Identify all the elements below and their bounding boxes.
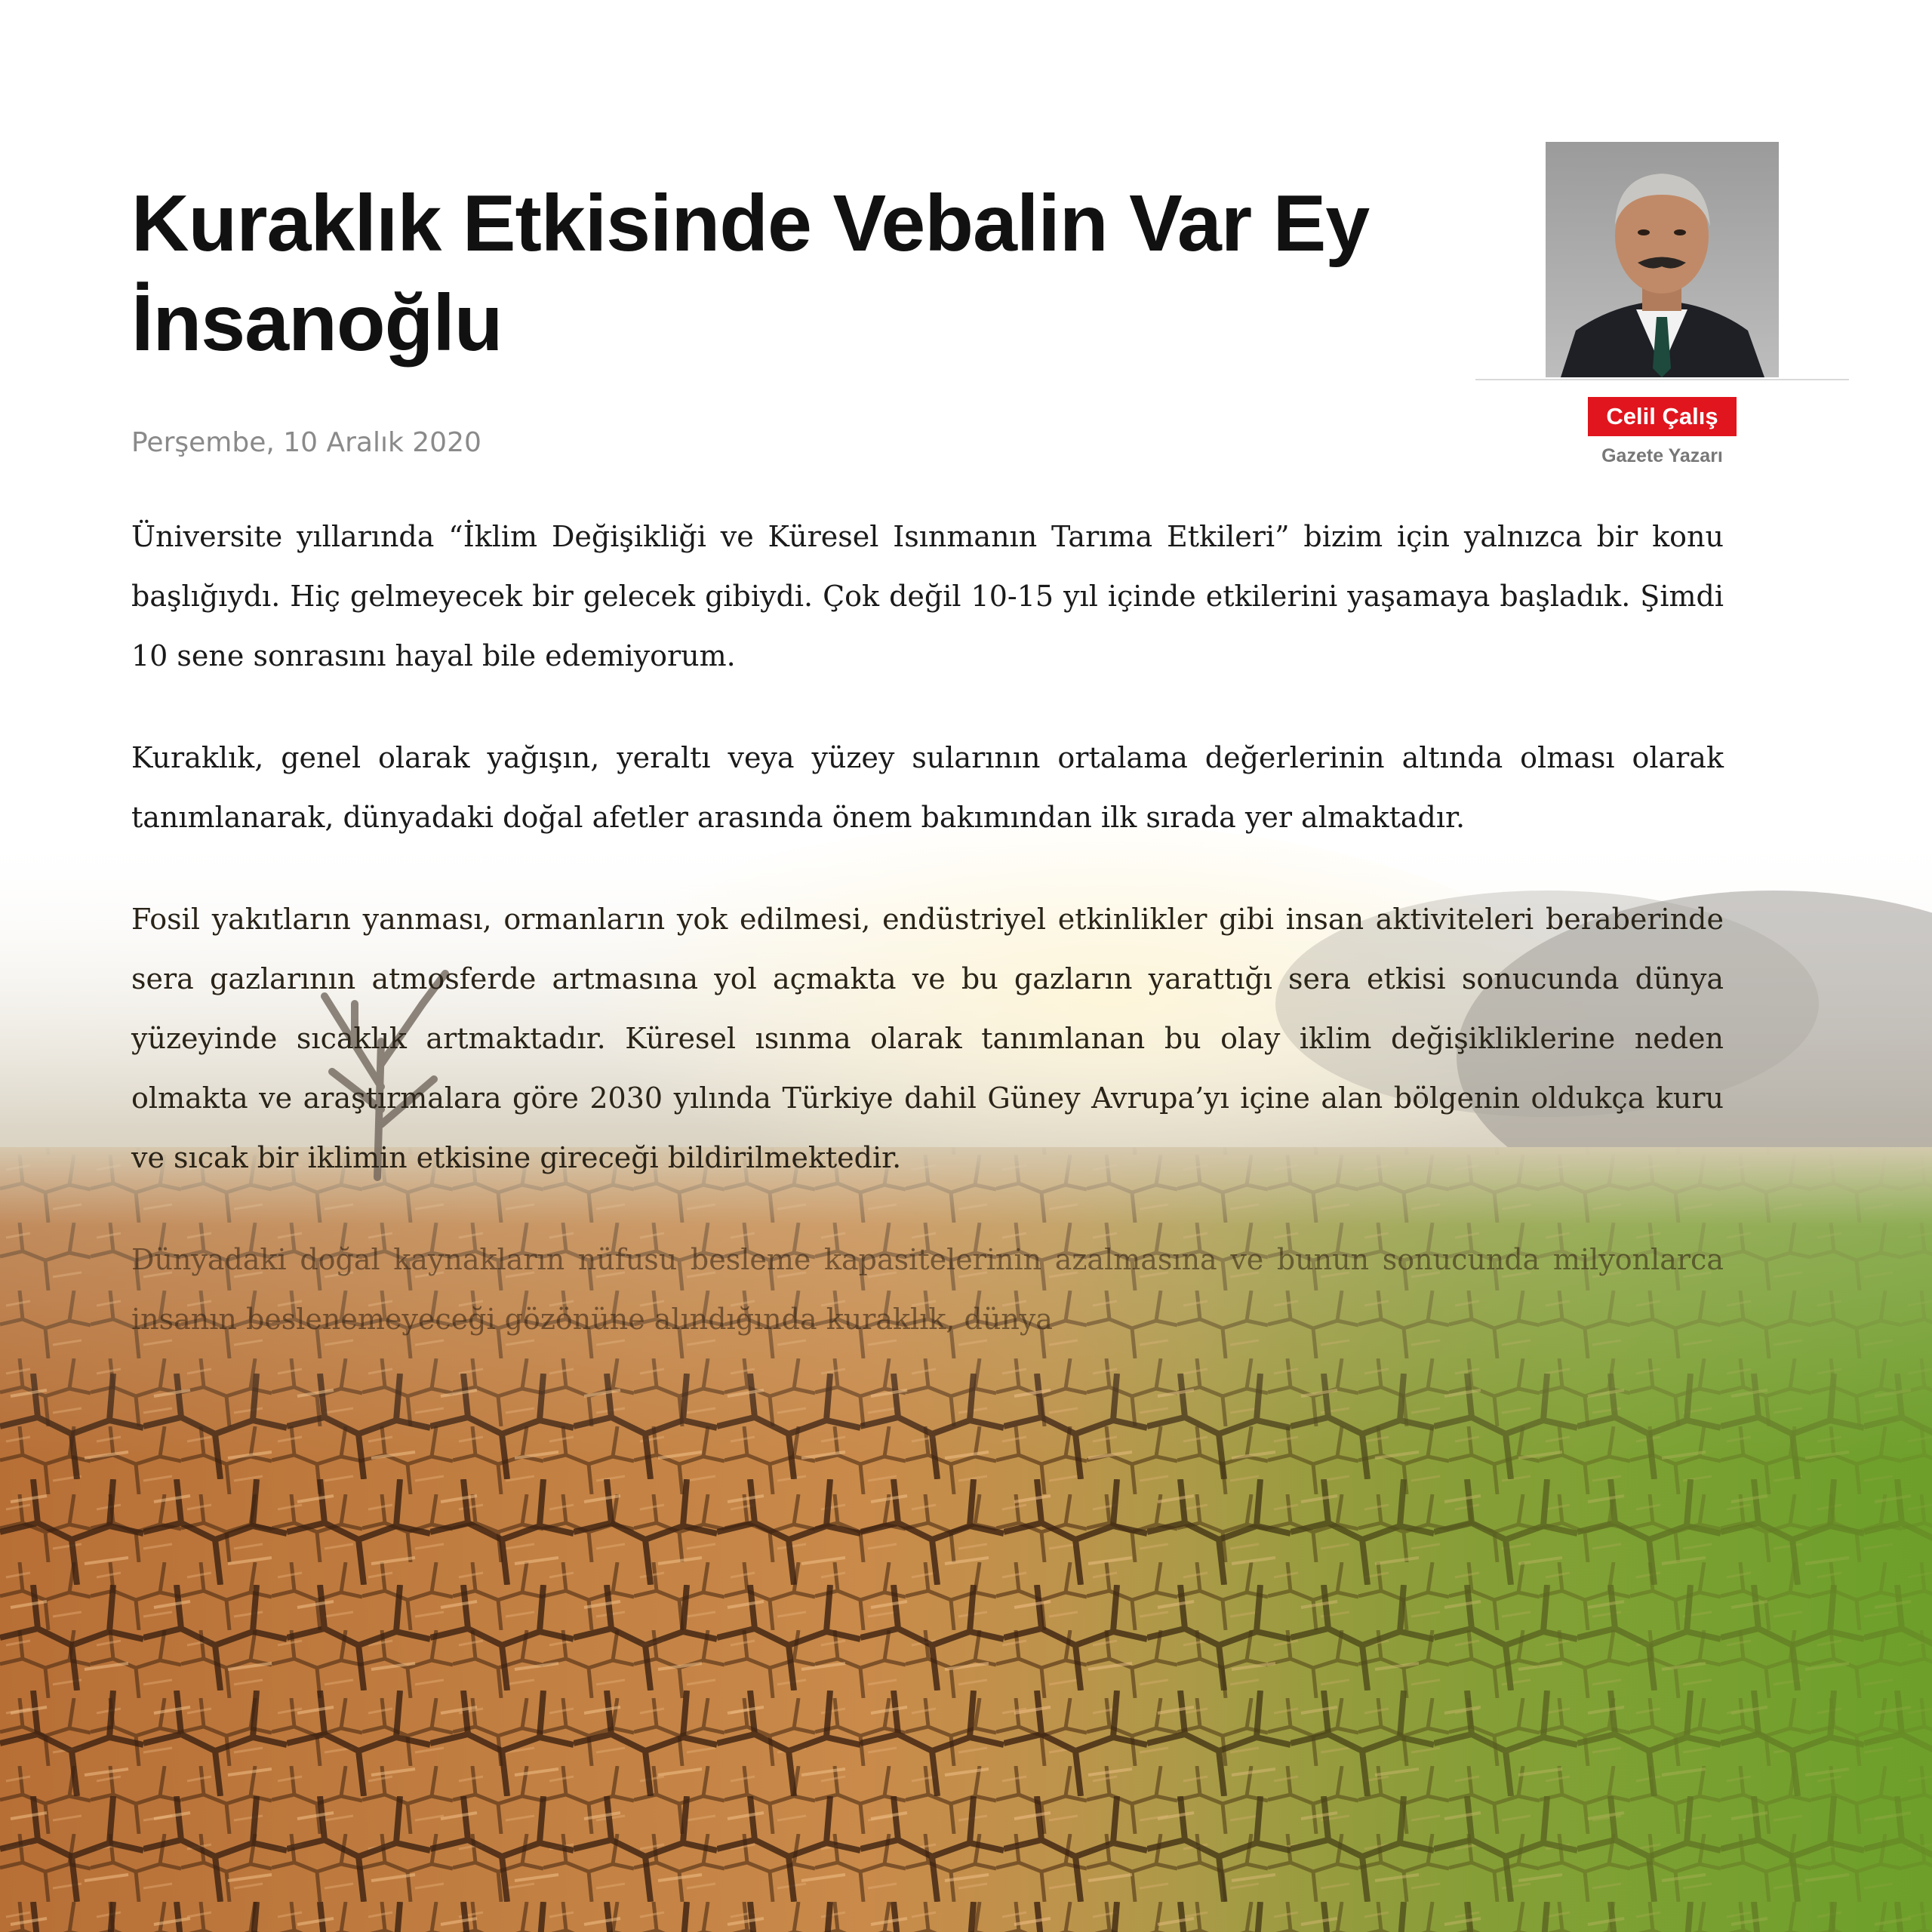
author-divider (1475, 379, 1849, 380)
author-photo[interactable] (1546, 142, 1779, 377)
author-name-link[interactable]: Celil Çalış (1588, 397, 1736, 436)
article-body (131, 507, 1724, 1349)
article-title: Kuraklık Etkisinde Vebalin Var Ey İnsanoğlu (131, 179, 1370, 368)
article-paragraph-4: Dünyadaki doğal kaynakların nüfusu besleme kapasitelerinin azalmasına ve bunun sonucunda milyonlarca insanın beslenemeyeceği gözönüne alındığında kuraklık, dünya (131, 1243, 1724, 1336)
article-paragraph-2: Kuraklık, genel olarak yağışın, yeraltı veya yüzey sularının ortalama değerlerinin altında olması olarak tanımlanarak, dünyadaki doğal afetler arasında önem bakımından ilk sırada yer almaktadır. (131, 741, 1724, 834)
article-paragraph-3: Fosil yakıtların yanması, ormanların yok edilmesi, endüstriyel etkinlikler gibi insan aktiviteleri beraberinde sera gazlarının atmosferde artmasına yol açmakta ve bu gazların yarattığı sera etkisi sonucunda dünya yüzeyinde sıcaklık artmaktadır. Küresel ısınma olarak tanımlanan bu olay iklim değişikliklerine neden olmakta ve araştırmalara göre 2030 yılında Türkiye dahil Güney Avrupa’yı içine alan bölgenin oldukça kuru ve sıcak bir iklimin etkisine gireceği bildirilmektedir. (131, 903, 1724, 1174)
article-date: Perşembe, 10 Aralık 2020 (131, 427, 481, 458)
author-box (1475, 142, 1849, 467)
article-paragraph-1: Üniversite yıllarında “İklim Değişikliği ve Küresel Isınmanın Tarıma Etkileri” bizim için yalnızca bir konu başlığıydı. Hiç gelmeyecek bir gelecek gibiydi. Çok değil 10-15 yıl içinde etkilerini yaşamaya başladık. Şimdi 10 sene sonrasını hayal bile edemiyorum. (131, 520, 1724, 672)
author-role: Gazete Yazarı (1601, 445, 1723, 466)
